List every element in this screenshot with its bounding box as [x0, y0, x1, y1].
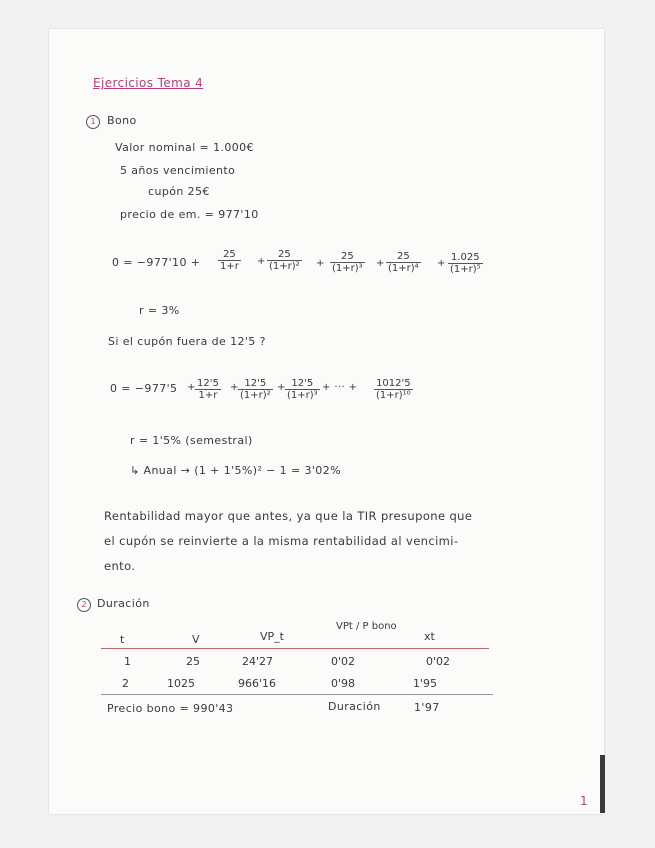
table-header-rule [101, 648, 489, 649]
page-number: 1 [580, 794, 588, 808]
duracion-value: 1'97 [414, 701, 440, 714]
conclusion-line-1: Rentabilidad mayor que antes, ya que la TIR presupone que [104, 509, 473, 523]
row1-vpt: 24'27 [242, 655, 274, 668]
given-precio: precio de em. = 977'10 [120, 208, 259, 221]
eq2-term-2: $\frac{12'5}{\text{(1+r)²}}$ [240, 378, 271, 401]
eq1-plus-2: + [316, 258, 325, 269]
exercise-1-heading: Bono [107, 114, 137, 127]
question-cupon: Si el cupón fuera de 12'5 ? [108, 335, 266, 348]
annual-rate: ↳ Anual → (1 + 1'5%)² − 1 = 3'02% [130, 464, 341, 477]
table-total-rule [101, 694, 493, 695]
row2-vpt: 966'16 [238, 677, 277, 690]
table-header-ratio: VPt / P bono [336, 621, 397, 632]
given-valor-nominal: Valor nominal = 1.000€ [115, 141, 254, 154]
eq1-term-5: $\frac{1.025}{\text{(1+r)⁵}}$ [450, 252, 481, 275]
row2-v: 1025 [167, 677, 195, 690]
row1-v: 25 [186, 655, 200, 668]
table-header-t: t [120, 633, 125, 646]
table-header-vpt: VP_t [260, 630, 284, 643]
eq2-term-1: $\frac{12'5}{1+r}$ [197, 378, 219, 401]
row2-xt: 1'95 [413, 677, 438, 690]
exercise-2-number: 2 [77, 598, 91, 612]
page-title: Ejercicios Tema 4 [93, 76, 204, 90]
result-r1: r = 3% [139, 304, 180, 317]
page-edge-shadow [600, 755, 605, 813]
conclusion-line-2: el cupón se reinvierte a la misma rentabilidad al vencimi- [104, 534, 459, 548]
exercise-1-number: 1 [86, 115, 100, 129]
eq2-plus-1: + [230, 382, 239, 393]
row1-t: 1 [124, 655, 131, 668]
eq1-plus-1: + [257, 256, 266, 267]
table-header-xt: xt [424, 630, 435, 643]
eq2-dots: + ··· + [322, 382, 358, 393]
eq2-plus-0: + [187, 382, 196, 393]
eq2-term-3: $\frac{12'5}{\text{(1+r)³}}$ [287, 378, 318, 401]
eq1-term-1: $\frac{25}{1+r}$ [220, 249, 239, 272]
exercise-2-heading: Duración [97, 597, 150, 610]
eq1-term-2: $\frac{25}{\text{(1+r)²}}$ [269, 249, 300, 272]
result-r2: r = 1'5% (semestral) [130, 434, 253, 447]
given-vencimiento: 5 años vencimiento [120, 164, 236, 177]
eq2-plus-2: + [277, 382, 286, 393]
row1-xt: 0'02 [426, 655, 451, 668]
given-cupon: cupón 25€ [148, 185, 210, 198]
row2-ratio: 0'98 [331, 677, 356, 690]
eq1-lhs: 0 = −977'10 + [112, 256, 201, 269]
precio-bono: Precio bono = 990'43 [107, 702, 234, 715]
eq1-term-3: $\frac{25}{\text{(1+r)³}}$ [332, 251, 363, 274]
eq1-term-4: $\frac{25}{\text{(1+r)⁴}}$ [388, 251, 419, 274]
conclusion-line-3: ento. [104, 559, 136, 573]
duracion-label: Duración [328, 700, 381, 713]
row1-ratio: 0'02 [331, 655, 356, 668]
eq1-plus-4: + [437, 258, 446, 269]
row2-t: 2 [122, 677, 129, 690]
eq2-term-last: $\frac{1012'5}{\text{(1+r)¹⁰}}$ [376, 378, 411, 401]
table-header-v: V [192, 633, 200, 646]
eq1-plus-3: + [376, 258, 385, 269]
eq2-lhs: 0 = −977'5 [110, 382, 178, 395]
